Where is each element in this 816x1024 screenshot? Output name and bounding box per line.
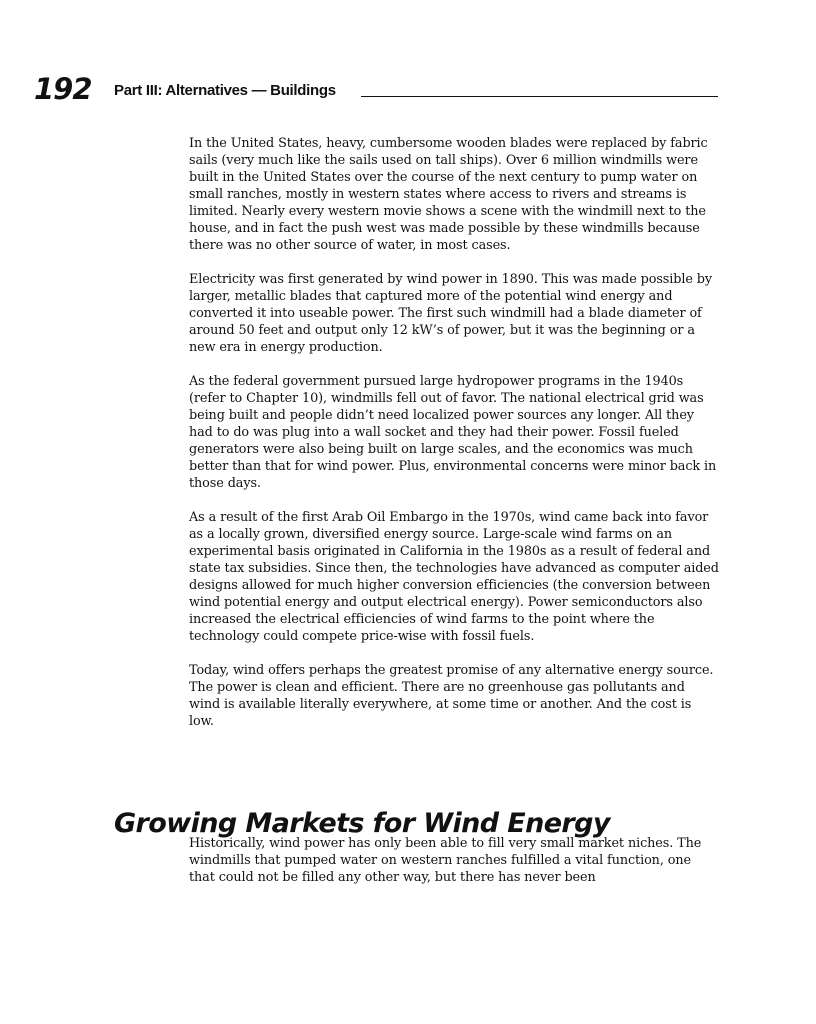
section-heading: Growing Markets for Wind Energy [114, 808, 610, 840]
paragraph-5: Today, wind offers perhaps the greatest promise of any alternative energy source. The power is clean and efficient. There are no greenhouse gas pollutants and wind is available literally everywhere, at some time or another. And the cost is low. [189, 663, 714, 729]
section-body [189, 835, 719, 886]
section-paragraph-1: Historically, wind power has only been able to fill very small market niches. The windmills that pumped water on western ranches fulfilled a vital function, one that could not be filled any other way, but there has never been [189, 836, 702, 885]
header-rule [361, 96, 718, 97]
paragraph-3: As the federal government pursued large hydropower programs in the 1940s (refer to Chapter 10), windmills fell out of favor. The national electrical grid was being built and people didn’t need localized power sources any longer. All they had to do was plug into a wall socket and they had their power. Fossil fueled generators were also being built on large scales, and the economics was much better than that for wind power. Plus, environmental concerns were minor back in those days. [189, 374, 717, 491]
paragraph-2: Electricity was first generated by wind power in 1890. This was made possible by larger, metallic blades that captured more of the potential wind energy and converted it into useable power. The first such windmill had a blade diameter of around 50 feet and output only 12 kW’s of power, but it was the beginning or a new era in energy production. [189, 272, 713, 355]
page-header [34, 72, 718, 106]
paragraph-4: As a result of the first Arab Oil Embargo in the 1970s, wind came back into favor as a locally grown, diversified energy source. Large-scale wind farms on an experimental basis originated in California in the 1980s as a result of federal and state tax subsidies. Since then, the technologies have advanced as computer aided designs allowed for much higher conversion efficiencies (the conversion between wind potential energy and output electrical energy). Power semiconductors also increased the electrical efficiencies of wind farms to the point where the technology could compete price-wise with fossil fuels. [189, 510, 719, 644]
paragraph-1: In the United States, heavy, cumbersome wooden blades were replaced by fabric sails (very much like the sails used on tall ships). Over 6 million windmills were built in the United States over the course of the next century to pump water on small ranches, mostly in western states where access to rivers and streams is limited. Nearly every western movie shows a scene with the windmill next to the house, and in fact the push west was made possible by these windmills because there was no other source of water, in most cases. [189, 136, 708, 253]
page-number: 192 [34, 72, 92, 106]
body-text [189, 135, 719, 747]
running-head: Part III: Alternatives — Buildings [114, 82, 336, 99]
